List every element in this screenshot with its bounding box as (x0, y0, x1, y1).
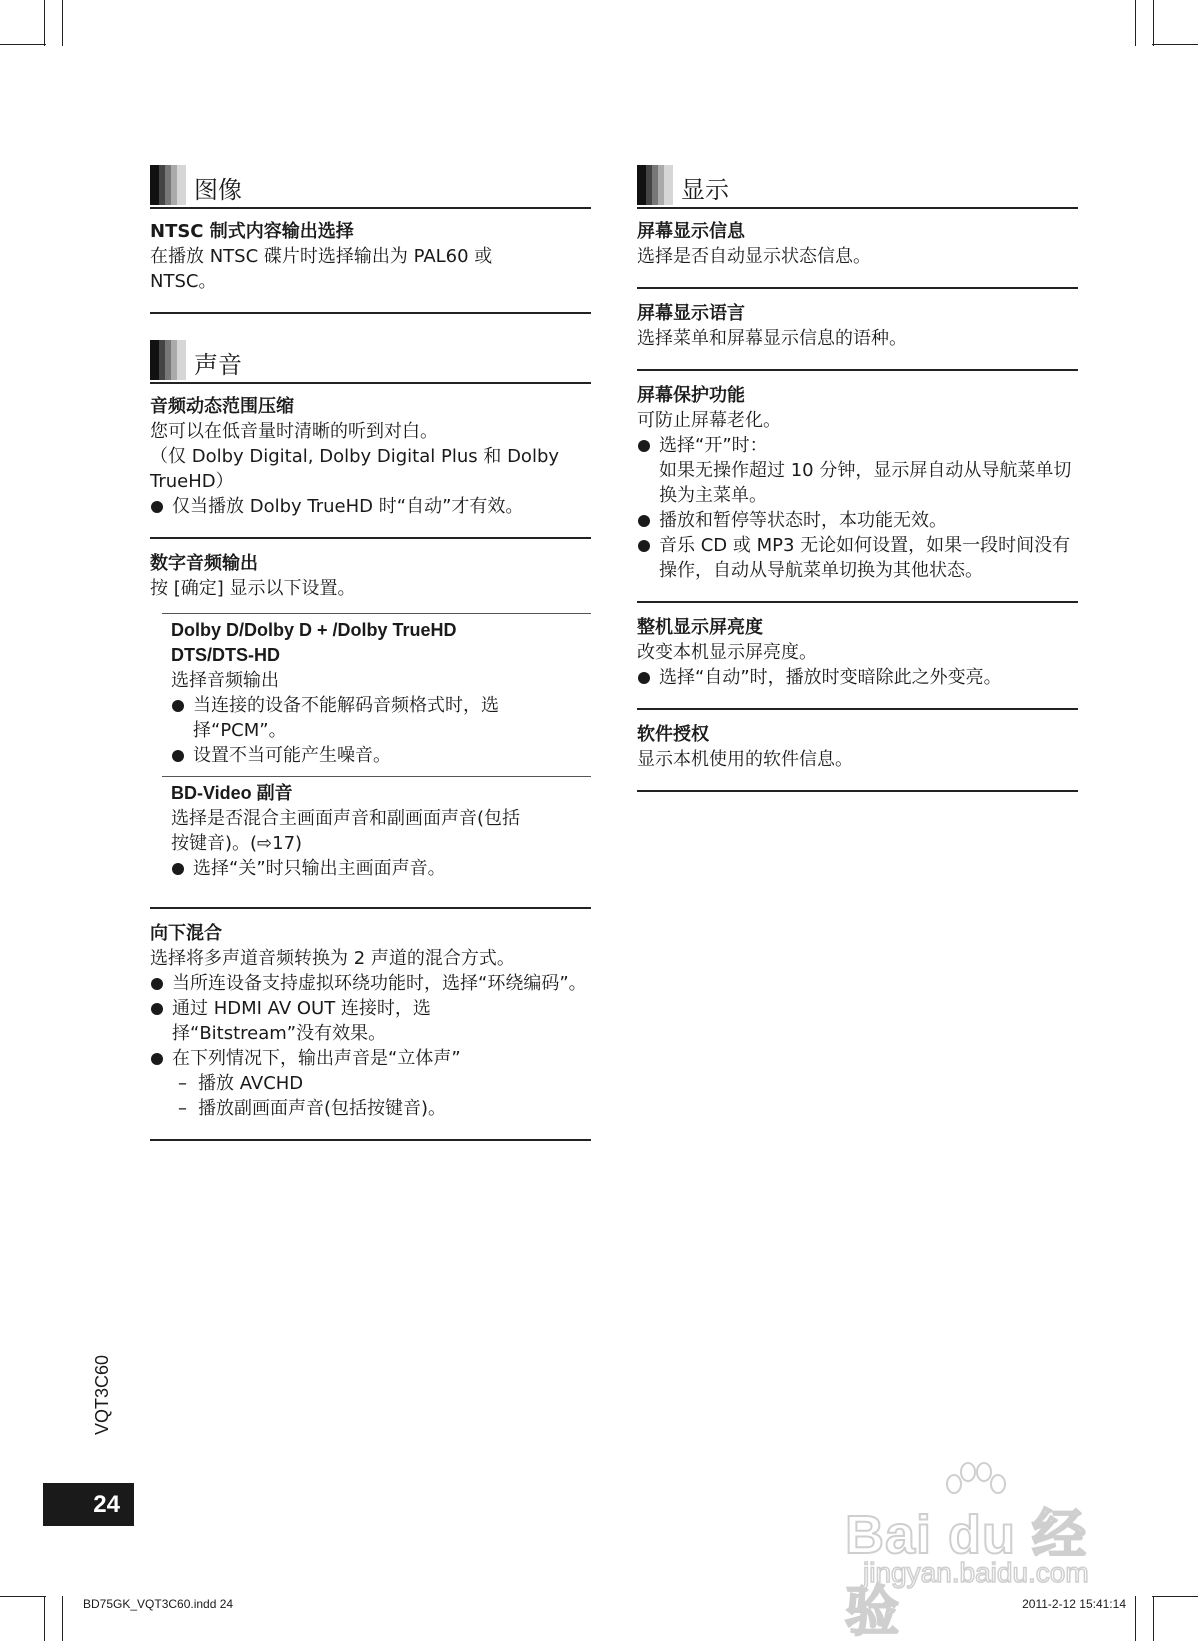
sub-item-title: BD-Video 副音 (171, 783, 293, 803)
item-text: 选择是否自动显示状态信息。 (637, 246, 871, 267)
section-title: 显示 (681, 176, 729, 204)
item-title: 音频动态范围压缩 (150, 396, 294, 417)
item-title: 软件授权 (637, 724, 709, 745)
item-title: NTSC 制式内容输出选择 (150, 221, 354, 242)
item-text: 改变本机显示屏亮度。 (637, 642, 817, 663)
crop-mark (1153, 0, 1154, 46)
bullet-item: 选择“自动”时，播放时变暗除此之外变亮。 (637, 665, 1078, 690)
item-title: 向下混合 (150, 923, 222, 944)
watermark-brand: Bai du 经验 (845, 1505, 1088, 1642)
item-text: 选择音频输出 (171, 670, 279, 691)
bullet-item: 选择“关”时只输出主画面声音。 (171, 856, 591, 881)
item-text: TrueHD） (150, 471, 234, 492)
sub-setting-item (162, 614, 591, 776)
dash-item: – 播放副画面声音(包括按键音)。 (150, 1096, 591, 1121)
bullet-item: 通过 HDMI AV OUT 连接时，选择“Bitstream”没有效果。 (150, 996, 472, 1046)
bullet-item: 当连接的设备不能解码音频格式时，选择“PCM”。 (171, 693, 538, 743)
item-text: 按键音)。(⇨17) (171, 833, 303, 854)
bullet-item: 播放和暂停等状态时，本功能无效。 (637, 508, 1078, 533)
crop-mark (62, 0, 63, 46)
crop-mark (1152, 1596, 1198, 1597)
section-title: 图像 (194, 176, 242, 204)
footer-file: BD75GK_VQT3C60.indd 24 (83, 1597, 234, 1611)
setting-item (150, 909, 591, 1141)
setting-item (637, 289, 1078, 371)
section-header-display (637, 165, 1078, 209)
crop-mark (1153, 1596, 1154, 1641)
item-text: 选择是否混合主画面声音和副画面声音(包括 (171, 808, 521, 829)
crop-mark (1152, 44, 1198, 45)
left-column (150, 165, 591, 1141)
section-bar-icon (150, 165, 186, 205)
item-title: 整机显示屏亮度 (637, 617, 763, 638)
item-text: 选择将多声道音频转换为 2 声道的混合方式。 (150, 948, 515, 969)
bullet-item: 选择“开”时： (637, 433, 1078, 458)
item-title: 屏幕显示语言 (637, 303, 745, 324)
sub-settings (162, 613, 591, 889)
sub-item-title: Dolby D/Dolby D + /Dolby TrueHD (171, 620, 457, 640)
item-text: 按 [确定] 显示以下设置。 (150, 578, 356, 599)
item-text: （仅 Dolby Digital, Dolby Digital Plus 和 Dolby (150, 446, 560, 467)
setting-item (637, 217, 1078, 289)
item-text: 选择菜单和屏幕显示信息的语种。 (637, 328, 907, 349)
setting-item (150, 217, 591, 314)
item-title: 屏幕显示信息 (637, 221, 745, 242)
crop-mark (44, 1596, 45, 1641)
section-bar-icon (637, 165, 673, 205)
dash-item: – 播放 AVCHD (150, 1071, 591, 1096)
page-number: 24 (43, 1483, 134, 1526)
section-header-image (150, 165, 591, 209)
item-text: 显示本机使用的软件信息。 (637, 749, 853, 770)
sub-setting-item (162, 776, 591, 889)
item-text: 在播放 NTSC 碟片时选择输出为 PAL60 或 (150, 246, 493, 267)
setting-item (637, 371, 1078, 603)
setting-item (150, 539, 591, 909)
section-header-sound (150, 340, 591, 384)
item-text: 您可以在低音量时清晰的听到对白。 (150, 421, 438, 442)
footer-timestamp: 2011-2-12 15:41:14 (1022, 1597, 1126, 1611)
bullet-item: 设置不当可能产生噪音。 (171, 743, 591, 768)
setting-item (150, 392, 591, 539)
crop-mark (44, 0, 45, 46)
bullet-item: 音乐 CD 或 MP3 无论如何设置，如果一段时间没有操作，自动从导航菜单切换为其他状态。 (637, 533, 1078, 583)
crop-mark (0, 1596, 46, 1597)
item-text: 可防止屏幕老化。 (637, 410, 781, 431)
crop-mark (1135, 1596, 1136, 1641)
item-text: NTSC。 (150, 271, 217, 292)
bullet-item: 在下列情况下，输出声音是“立体声” (150, 1046, 591, 1071)
bullet-item: 当所连设备支持虚拟环绕功能时，选择“环绕编码”。 (150, 971, 591, 996)
bullet-note: 如果无操作超过 10 分钟，显示屏自动从导航菜单切换为主菜单。 (659, 460, 1072, 506)
crop-mark (62, 1596, 63, 1641)
watermark-url: jingyan.baidu.com (863, 1557, 1089, 1588)
crop-mark (1135, 0, 1136, 46)
right-column (637, 165, 1078, 792)
section-title: 声音 (194, 351, 242, 379)
section-bar-icon (150, 340, 186, 380)
crop-mark (0, 44, 46, 45)
sub-item-title: DTS/DTS-HD (171, 645, 280, 665)
item-title: 屏幕保护功能 (637, 385, 745, 406)
item-title: 数字音频输出 (150, 553, 258, 574)
setting-item (637, 710, 1078, 792)
setting-item (637, 603, 1078, 710)
model-code: VQT3C60 (92, 1354, 112, 1435)
bullet-item: 仅当播放 Dolby TrueHD 时“自动”才有效。 (150, 494, 591, 519)
